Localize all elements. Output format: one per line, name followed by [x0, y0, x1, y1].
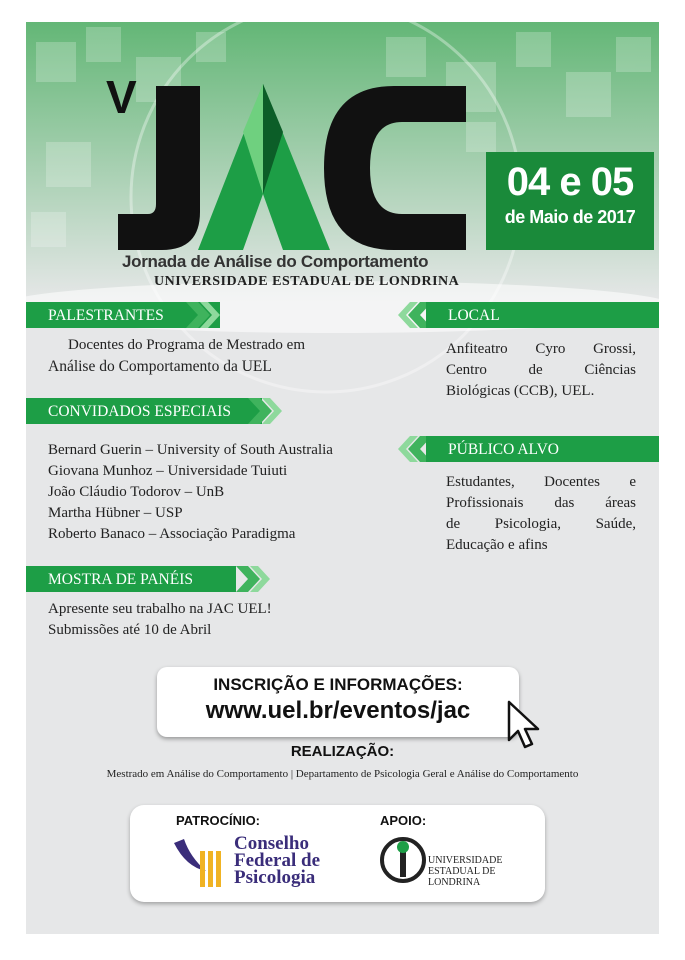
university-name: UNIVERSIDADE ESTADUAL DE LONDRINA [154, 274, 460, 289]
publico-header [426, 436, 659, 462]
publico-line: Educação e afins [446, 537, 548, 553]
convidados-header [26, 398, 262, 424]
local-line: Biológicas (CCB), UEL. [446, 383, 595, 399]
chevron-arrows-icon [248, 398, 284, 425]
cfp-line: Conselho [234, 833, 309, 854]
mostra-heading: MOSTRA DE PANÉIS [26, 566, 236, 592]
mostra-line: Submissões até 10 de Abril [48, 622, 212, 638]
sponsors-box [130, 805, 545, 902]
cfp-name [234, 835, 320, 886]
convidados-list [48, 440, 333, 545]
mostra-text [48, 599, 272, 641]
palestrantes-text [48, 335, 305, 377]
cfp-line: Federal de [234, 850, 321, 871]
registration-url[interactable]: www.uel.br/eventos/jac [205, 697, 471, 724]
publico-line: de Psicologia, Saúde, [446, 516, 636, 532]
realizacao-text: Mestrado em Análise do Comportamento | Departamento de Psicologia Geral e Análise do Comportamento [106, 768, 579, 780]
cfp-line: Psicologia [234, 867, 316, 888]
mostra-line: Apresente seu trabalho na JAC UEL! [48, 601, 272, 617]
publico-text [446, 472, 636, 556]
cfp-logo-icon [170, 833, 240, 891]
registration-title: INSCRIÇÃO E INFORMAÇÕES: [213, 675, 463, 694]
local-heading: LOCAL [426, 302, 659, 328]
publico-line: Estudantes, Docentes e [446, 474, 636, 490]
uel-line: UNIVERSIDADE [428, 855, 503, 866]
local-text [446, 339, 636, 402]
event-name: Jornada de Análise do Comportamento [122, 252, 429, 271]
publico-heading: PÚBLICO ALVO [426, 436, 659, 462]
convidado-item: Bernard Guerin – University of South Australia [48, 442, 333, 458]
date-box [486, 152, 654, 250]
patrocinio-label: PATROCÍNIO: [176, 813, 261, 828]
palestrantes-heading: PALESTRANTES [26, 302, 220, 328]
palestrantes-line: Análise do Comportamento da UEL [48, 358, 272, 375]
convidado-item: Martha Hübner – USP [48, 505, 183, 521]
local-line: Centro de Ciências [446, 362, 636, 378]
uel-line: ESTADUAL DE LONDRINA [428, 866, 496, 888]
chevron-arrows-icon [186, 302, 222, 329]
convidado-item: João Cláudio Todorov – UnB [48, 484, 225, 500]
convidado-item: Giovana Munhoz – Universidade Tuiuti [48, 463, 288, 479]
edition-numeral: V [106, 71, 137, 123]
convidados-heading: CONVIDADOS ESPECIAIS [26, 398, 262, 424]
realizacao-title: REALIZAÇÃO: [290, 743, 395, 760]
apoio-label: APOIO: [380, 813, 427, 828]
event-dates: 04 e 05 [506, 160, 634, 204]
local-line: Anfiteatro Cyro Grossi, [446, 341, 636, 357]
poster [26, 22, 659, 934]
convidado-item: Roberto Banaco – Associação Paradigma [48, 526, 296, 542]
uel-name [428, 855, 545, 888]
chevron-arrows-icon [236, 566, 272, 593]
jac-logo-icon [78, 62, 468, 257]
event-month-year: de Maio de 2017 [504, 207, 636, 227]
uel-logo-icon [378, 833, 428, 887]
registration-box[interactable] [157, 667, 519, 737]
mostra-header [26, 566, 236, 592]
palestrantes-line: Docentes do Programa de Mestrado em [68, 337, 306, 353]
local-header [426, 302, 659, 328]
publico-line: Profissionais das áreas [446, 495, 636, 511]
